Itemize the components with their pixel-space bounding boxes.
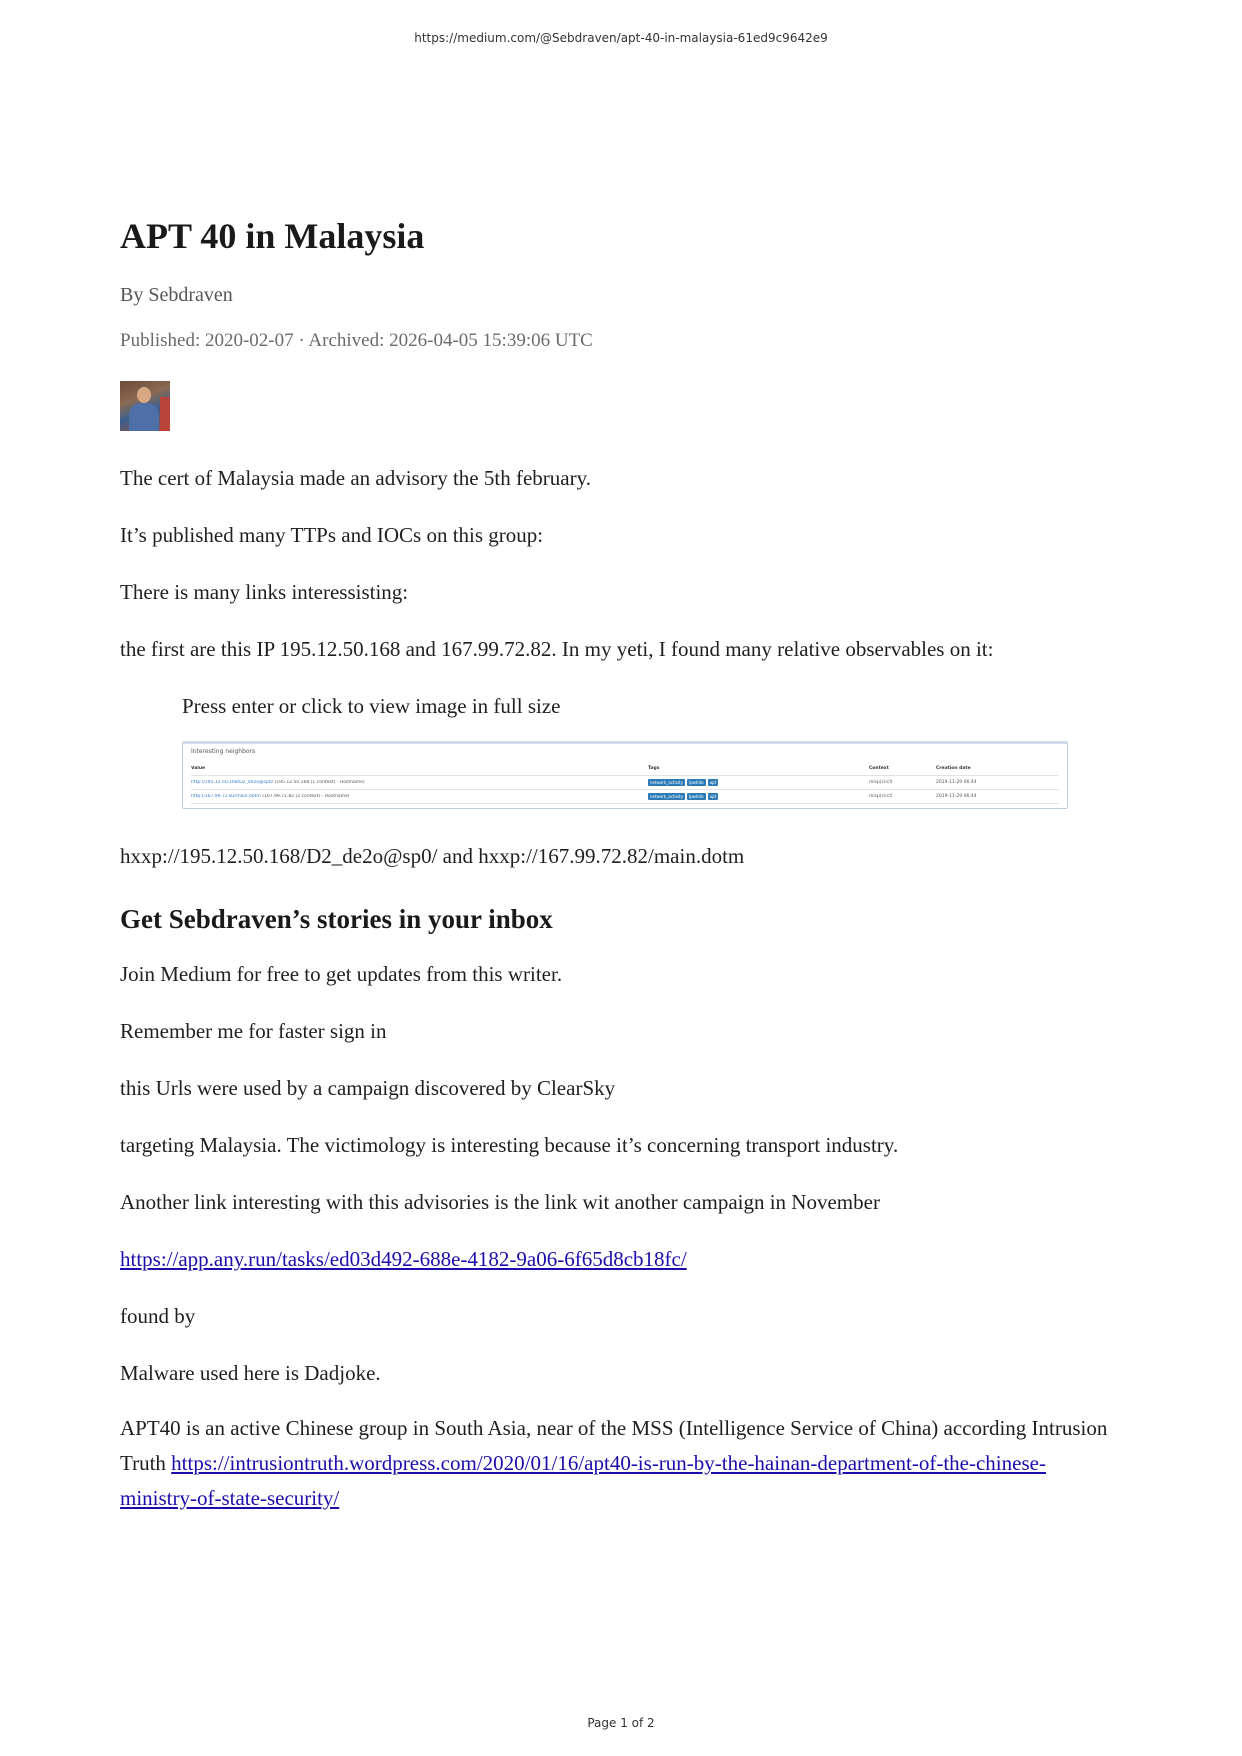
figure-title: Interesting neighbors <box>191 748 256 755</box>
avatar-head <box>137 387 151 403</box>
value-link: http://195.12.50.168/D2_de2o@sp0/ <box>191 780 274 785</box>
tags-cell <box>648 779 869 786</box>
subscribe-text: Join Medium for free to get updates from this writer. <box>120 962 563 986</box>
paragraph: targeting Malaysia. The victimology is interesting because it’s concerning transport industry. <box>120 1133 899 1157</box>
page-url: https://medium.com/@Sebdraven/apt-40-in-malaysia-61ed9c9642e9 <box>414 31 828 45</box>
tag-badge: lpwhite <box>689 780 704 785</box>
figure-table <box>191 762 1059 804</box>
avatar-bg <box>160 397 170 431</box>
tag-badge: apt <box>709 794 717 799</box>
paragraph: the first are this IP 195.12.50.168 and 167.99.72.82. In my yeti, I found many relative observables on it: <box>120 637 994 661</box>
value-note: (195.12.50.168 (1 context) - Hostname) <box>274 780 365 785</box>
anyrun-paragraph <box>120 1244 1120 1274</box>
context-cell: misp(circl) <box>869 780 893 785</box>
paragraph: Another link interesting with this advisories is the link wit another campaign in November <box>120 1190 880 1214</box>
paragraph: this Urls were used by a campaign discovered by ClearSky <box>120 1076 616 1100</box>
image-caption[interactable]: Press enter or click to view image in full size <box>182 694 561 718</box>
avatar-torso <box>129 403 159 431</box>
column-header: Tags <box>648 766 660 771</box>
remember-me-text: Remember me for faster sign in <box>120 1019 387 1043</box>
table-header-row <box>191 762 1059 776</box>
column-header: Value <box>191 766 206 771</box>
value-cell <box>191 780 648 785</box>
paragraph: It’s published many TTPs and IOCs on this group: <box>120 523 544 547</box>
column-header: Creation date <box>936 766 971 771</box>
value-cell <box>191 794 648 799</box>
article-title: APT 40 in Malaysia <box>120 216 425 256</box>
paragraph: There is many links interessisting: <box>120 580 409 604</box>
publish-meta: Published: 2020-02-07 · Archived: 2026-04-05 15:39:06 UTC <box>120 330 593 351</box>
date-cell: 2019-11-29 06:44 <box>936 794 977 799</box>
anyrun-link[interactable]: https://app.any.run/tasks/ed03d492-688e-4182-9a06-6f65d8cb18fc/ <box>120 1247 687 1271</box>
tag-badge: network_activity <box>650 780 683 785</box>
value-link: http://167.99.72.82/main.dotm <box>191 794 261 799</box>
context-cell: misp(circl) <box>869 794 893 799</box>
urls-paragraph: hxxp://195.12.50.168/D2_de2o@sp0/ and hxxp://167.99.72.82/main.dotm <box>120 844 745 868</box>
paragraph: Malware used here is Dadjoke. <box>120 1361 381 1385</box>
subscribe-heading: Get Sebdraven’s stories in your inbox <box>120 904 553 934</box>
column-header: Context <box>869 766 889 771</box>
article <box>120 212 1120 1516</box>
author-avatar[interactable] <box>120 381 170 431</box>
value-note: (167.99.72.82 (2 context) - Hostname) <box>262 794 350 799</box>
tags-cell <box>648 793 869 800</box>
tag-badge: apt <box>709 780 717 785</box>
table-row <box>191 776 1059 790</box>
paragraph: The cert of Malaysia made an advisory the 5th february. <box>120 466 591 490</box>
table-row <box>191 790 1059 804</box>
final-text: APT40 is an active Chinese group in South Asia, near of the MSS (Intelligence Service of China) according Intrusion Truth <box>120 1416 1108 1475</box>
date-cell: 2019-11-29 06:44 <box>936 780 977 785</box>
tag-badge: lpwhite <box>689 794 704 799</box>
final-paragraph <box>120 1411 1120 1516</box>
tag-badge: network_activity <box>650 794 683 799</box>
paragraph: found by <box>120 1304 196 1328</box>
intrusiontruth-link[interactable]: https://intrusiontruth.wordpress.com/2020/01/16/apt40-is-run-by-the-hainan-department-of-the-chinese-ministry-of-state-security/ <box>120 1451 1046 1510</box>
neighbors-screenshot[interactable] <box>182 741 1068 809</box>
byline: By Sebdraven <box>120 284 233 306</box>
page-number: Page 1 of 2 <box>587 1716 655 1730</box>
